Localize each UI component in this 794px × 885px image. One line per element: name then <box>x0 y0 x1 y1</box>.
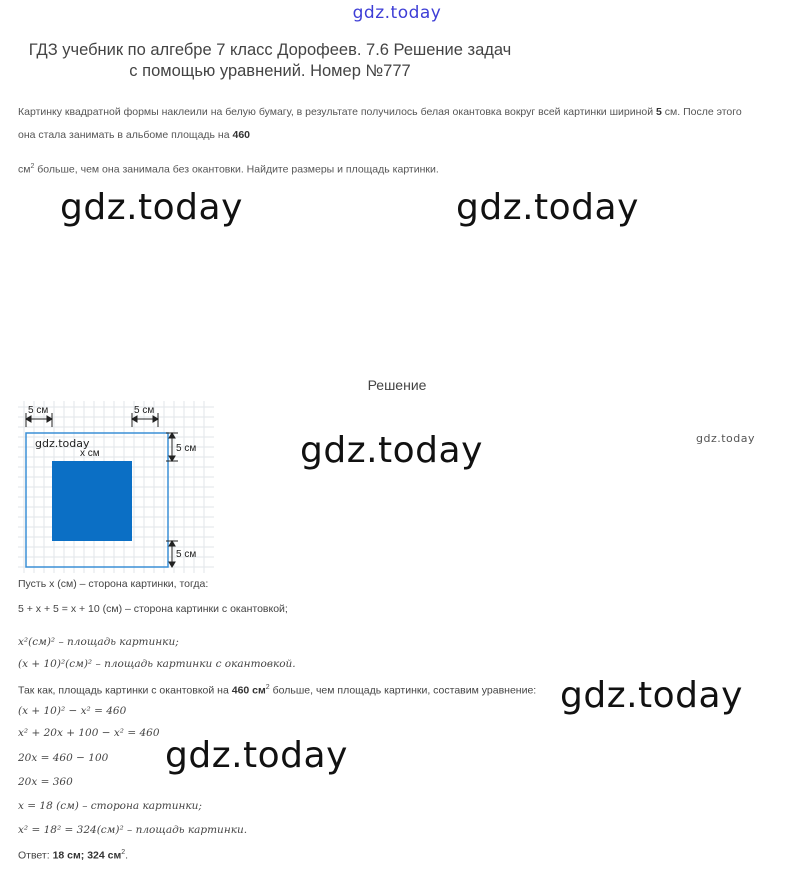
problem-text: Картинку квадратной формы наклеили на белую бумагу, в результате получилось белая окантовка вокруг всей картинки шириной <box>18 106 656 118</box>
answer-sup: 2 <box>121 849 126 856</box>
problem-text: см. После этого <box>661 106 742 118</box>
solution-line-1: Пусть x (см) – сторона картинки, тогда: <box>18 578 209 590</box>
solution-heading: Решение <box>367 377 427 393</box>
solution-line-10: x = 18 (см) – сторона картинки; <box>18 800 202 812</box>
solution-text: Так как, площадь картинки с окантовкой на <box>18 684 232 697</box>
solution-line-11: x² = 18² = 324(см)² – площадь картинки. <box>18 824 248 836</box>
problem-text: больше, чем она занимала без окантовки. Найдите размеры и площадь картинки. <box>34 163 439 176</box>
label-top-left: 5 см <box>28 405 49 416</box>
watermark-figure: gdz.today <box>35 437 90 450</box>
watermark-2: gdz.today <box>456 187 639 228</box>
problem-value-460: 460 <box>232 129 251 141</box>
page-title <box>10 40 530 82</box>
solution-line-4: (x + 10)²(см)² – площадь картинки с окантовкой. <box>18 658 296 670</box>
answer-label: Ответ: <box>18 849 53 862</box>
solution-line-7: x² + 20x + 100 − x² = 460 <box>18 727 160 739</box>
solution-value: 460 см <box>231 684 266 697</box>
solution-line-3: x²(см)² – площадь картинки; <box>18 636 179 648</box>
watermark-6: gdz.today <box>560 675 743 716</box>
label-top-right: 5 см <box>134 405 155 416</box>
label-right-top: 5 см <box>176 443 197 454</box>
solution-line-6: (x + 10)² − x² = 460 <box>18 705 127 717</box>
problem-value-5: 5 <box>656 106 662 118</box>
problem-unit-sup: 2 <box>30 163 35 170</box>
watermark-4: gdz.today <box>300 430 483 471</box>
solution-sup: 2 <box>265 684 270 691</box>
solution-line-8: 20x = 460 − 100 <box>18 752 109 764</box>
label-right-bottom: 5 см <box>176 549 197 560</box>
label-x: x см <box>80 448 100 459</box>
problem-text: она стала занимать в альбоме площадь на <box>18 129 233 141</box>
problem-line-3 <box>18 160 439 177</box>
picture-square <box>52 461 132 541</box>
figure-diagram <box>18 401 214 573</box>
solution-text: больше, чем площадь картинки, составим уравнение: <box>269 684 537 697</box>
answer-end: . <box>125 849 129 862</box>
watermark-1: gdz.today <box>60 187 243 228</box>
watermark-7: gdz.today <box>165 735 348 776</box>
title-line-2: с помощью уравнений. Номер №777 <box>129 62 411 80</box>
title-line-1: ГДЗ учебник по алгебре 7 класс Дорофеев. 7.6 Решение задач <box>28 41 512 59</box>
solution-answer <box>18 849 128 862</box>
solution-line-5 <box>18 684 536 697</box>
solution-line-2: 5 + x + 5 = x + 10 (см) – сторона картинки с окантовкой; <box>18 603 288 615</box>
problem-line-1 <box>18 105 742 119</box>
solution-line-9: 20x = 360 <box>18 776 73 788</box>
problem-unit: см <box>18 163 31 176</box>
answer-value: 18 см; 324 см <box>52 849 122 862</box>
problem-line-2 <box>18 128 250 142</box>
top-watermark: gdz.today <box>352 3 442 23</box>
watermark-5: gdz.today <box>696 432 756 445</box>
